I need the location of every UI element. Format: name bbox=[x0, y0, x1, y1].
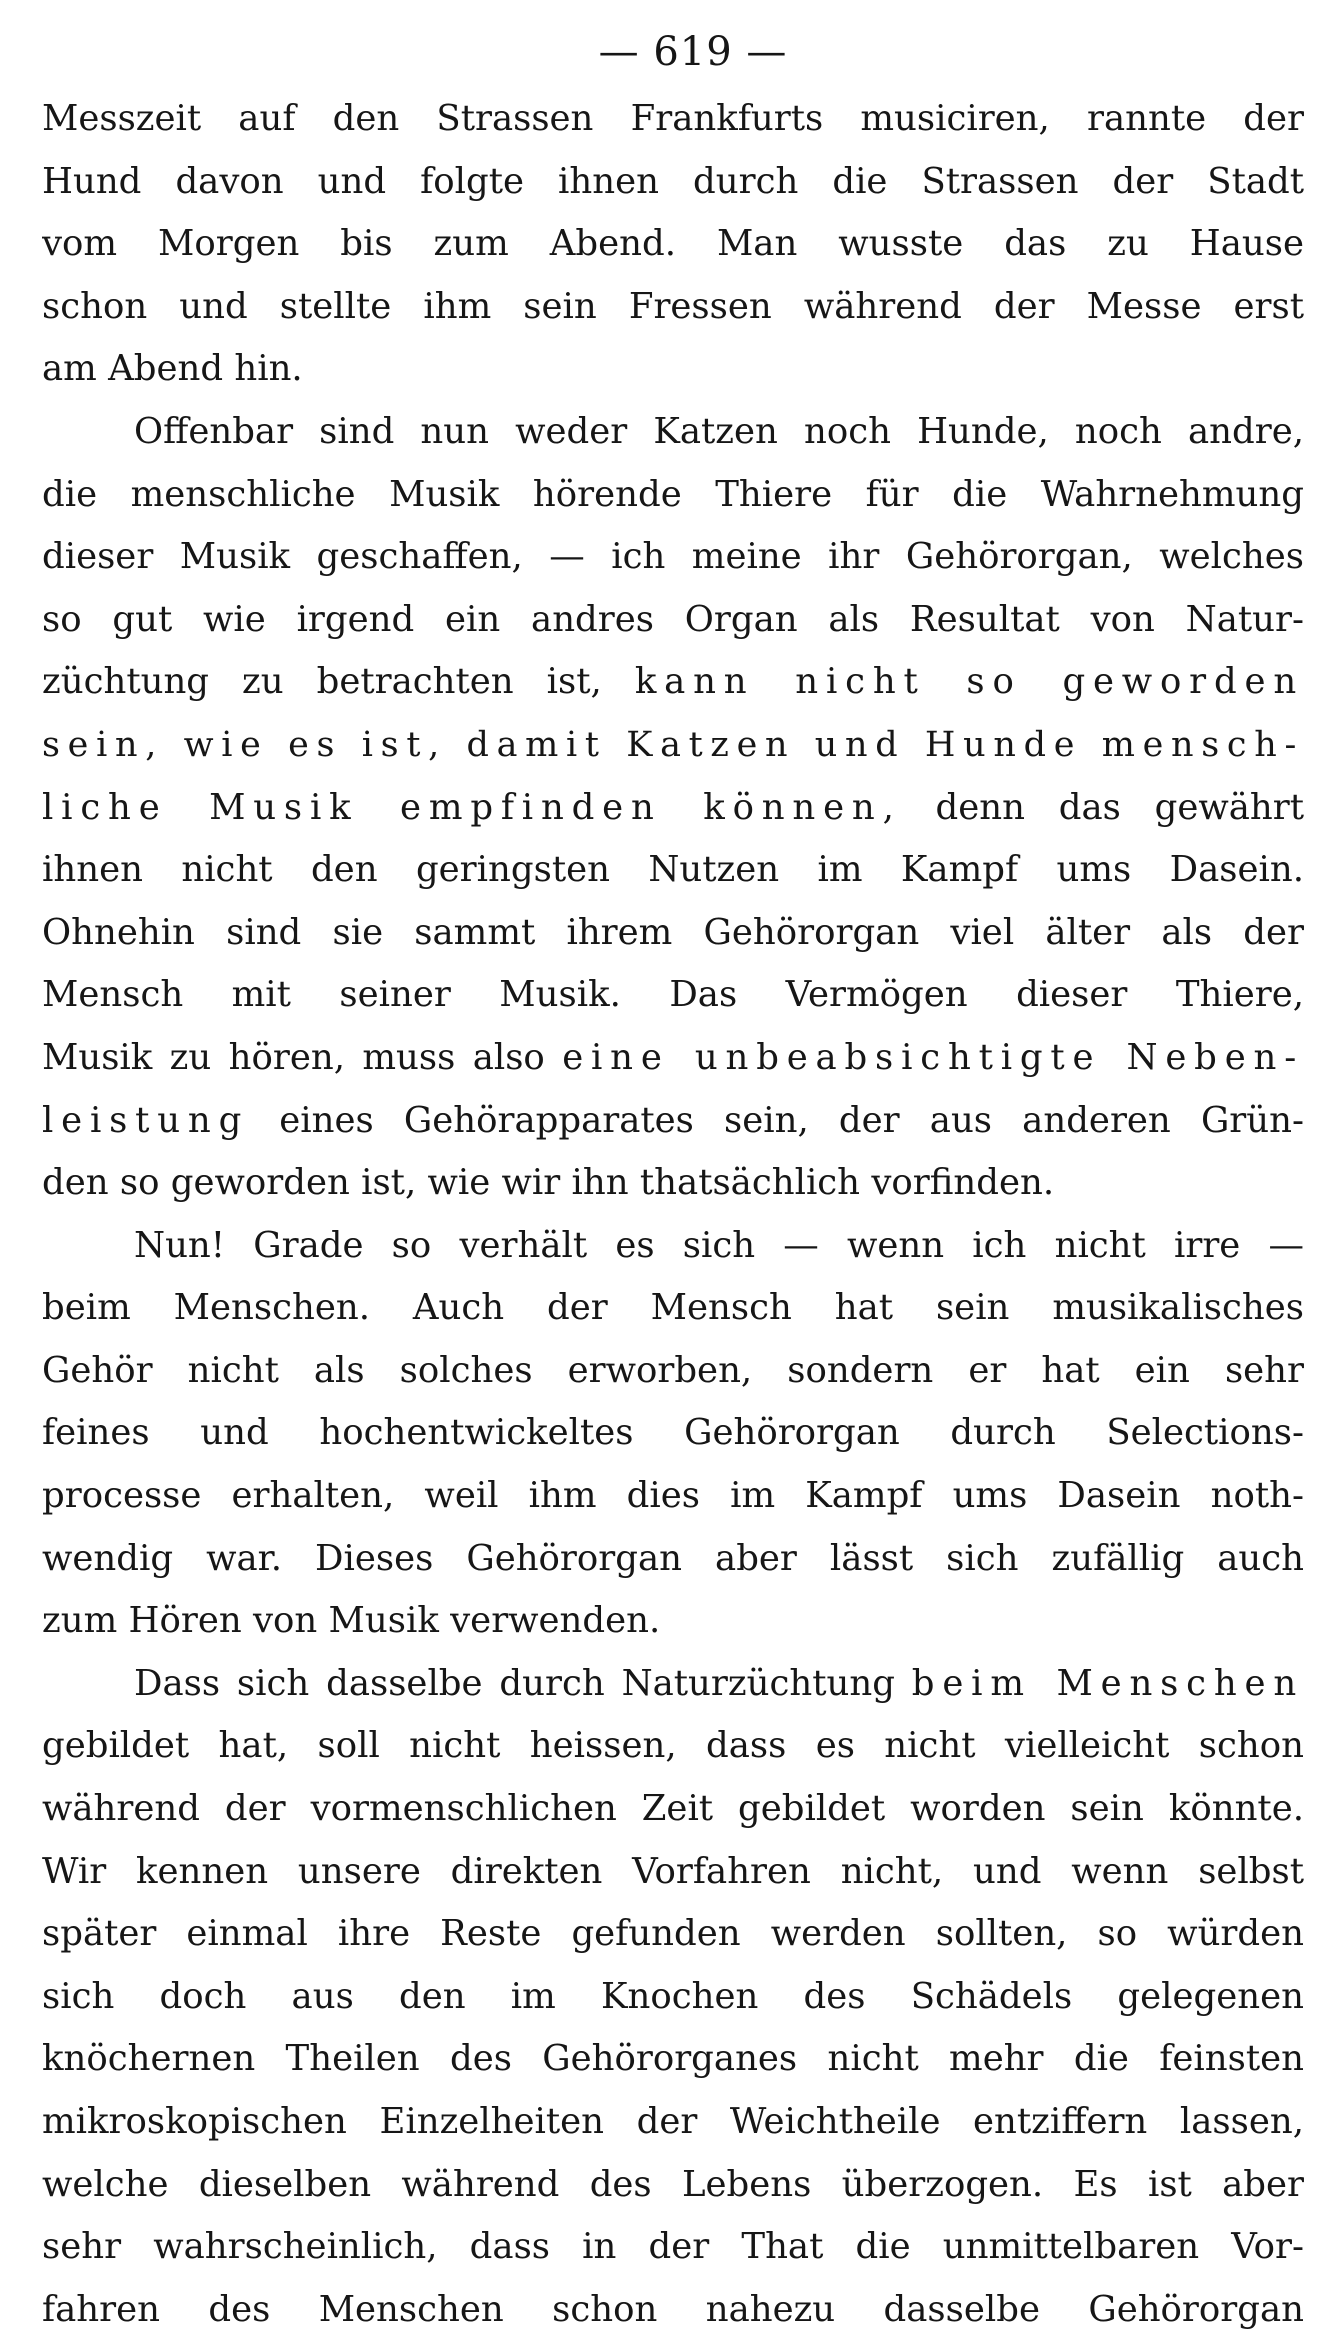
text-line bbox=[42, 902, 1304, 965]
paragraph bbox=[42, 88, 1304, 401]
paragraph bbox=[42, 401, 1304, 1215]
text-line bbox=[42, 589, 1304, 652]
line-text: später einmal ihre Reste gefunden werden sollten, so würden bbox=[42, 1913, 1304, 1955]
line-text: mikroskopischen Einzelheiten der Weichtheile entziffern lassen, bbox=[42, 2101, 1304, 2142]
line-text: beim Menschen. Auch der Mensch hat sein musikalisches bbox=[42, 1287, 1304, 1329]
emphasis-text: sein, wie es ist, damit Katzen und Hunde mensch- bbox=[42, 724, 1304, 765]
line-text: am Abend hin. bbox=[42, 348, 303, 390]
text-line bbox=[42, 839, 1304, 902]
line-text: processe erhalten, weil ihm dies im Kampf ums Dasein noth- bbox=[42, 1475, 1304, 1517]
text-line bbox=[42, 1027, 1304, 1090]
emphasis-text: leistung bbox=[42, 1099, 250, 1141]
body-text bbox=[42, 88, 1304, 2341]
text-line bbox=[42, 464, 1304, 527]
text-line bbox=[42, 714, 1304, 777]
line-text: sich doch aus den im Knochen des Schädels gelegenen bbox=[42, 1975, 1304, 2017]
text-line bbox=[42, 1090, 1304, 1153]
line-text: Musik zu hören, muss also bbox=[42, 1036, 563, 1078]
text-line bbox=[42, 1465, 1304, 1528]
line-text: den so geworden ist, wie wir ihn thatsächlich vorfinden. bbox=[42, 1162, 1055, 1204]
text-line bbox=[42, 1215, 1304, 1278]
text-line bbox=[42, 651, 1304, 714]
text-line bbox=[42, 1402, 1304, 1465]
emphasis-text: kann nicht so geworden bbox=[634, 661, 1304, 703]
text-line bbox=[42, 338, 1304, 401]
emphasis-text: eine unbeabsichtigte Neben- bbox=[562, 1036, 1304, 1078]
paragraph bbox=[42, 1653, 1304, 2341]
line-text: Offenbar sind nun weder Katzen noch Hunde, noch andre, bbox=[134, 410, 1304, 452]
text-line bbox=[42, 276, 1304, 339]
line-text: so gut wie irgend ein andres Organ als Resultat von Natur- bbox=[42, 598, 1304, 640]
line-text: gebildet hat, soll nicht heissen, dass es nicht vielleicht schon bbox=[42, 1725, 1304, 1767]
text-line bbox=[42, 1340, 1304, 1403]
line-text: eines Gehörapparates sein, der aus anderen Grün- bbox=[249, 1099, 1304, 1141]
text-line bbox=[42, 2154, 1304, 2217]
line-text: Nun! Grade so verhält es sich — wenn ich nicht irre — bbox=[134, 1224, 1304, 1266]
line-text: wendig war. Dieses Gehörorgan aber lässt sich zufällig auch bbox=[42, 1537, 1304, 1579]
text-line bbox=[42, 1841, 1304, 1904]
text-line bbox=[42, 2091, 1304, 2154]
line-text: schon und stellte ihm sein Fressen während der Messe erst bbox=[42, 285, 1304, 327]
line-text: züchtung zu betrachten ist, bbox=[42, 661, 635, 703]
line-text: welche dieselben während des Lebens überzogen. Es ist aber bbox=[42, 2163, 1304, 2205]
text-line bbox=[42, 1528, 1304, 1591]
text-line bbox=[42, 1590, 1304, 1653]
text-line bbox=[42, 1277, 1304, 1340]
text-line bbox=[42, 1715, 1304, 1778]
line-text: knöchernen Theilen des Gehörorganes nicht mehr die feinsten bbox=[42, 2038, 1304, 2080]
line-text: sehr wahrscheinlich, dass in der That die unmittelbaren Vor- bbox=[42, 2226, 1304, 2268]
text-line bbox=[42, 2216, 1304, 2279]
line-text: Gehör nicht als solches erworben, sondern er hat ein sehr bbox=[42, 1349, 1304, 1391]
line-text: Wir kennen unsere direkten Vorfahren nicht, und wenn selbst bbox=[42, 1850, 1304, 1892]
line-text: Mensch mit seiner Musik. Das Vermögen dieser Thiere, bbox=[42, 974, 1304, 1016]
text-line bbox=[42, 88, 1304, 151]
line-text: vom Morgen bis zum Abend. Man wusste das zu Hause bbox=[42, 223, 1304, 265]
line-text: Messzeit auf den Strassen Frankfurts musiciren, rannte der bbox=[42, 98, 1304, 139]
line-text: Hund davon und folgte ihnen durch die Strassen der Stadt bbox=[42, 160, 1304, 202]
text-line bbox=[42, 526, 1304, 589]
line-text: während der vormenschlichen Zeit gebildet worden sein könnte. bbox=[42, 1788, 1304, 1830]
line-text: ihnen nicht den geringsten Nutzen im Kampf ums Dasein. bbox=[42, 849, 1304, 891]
line-text: Ohnehin sind sie sammt ihrem Gehörorgan viel älter als der bbox=[42, 911, 1304, 953]
text-line bbox=[42, 1966, 1304, 2029]
line-text: zum Hören von Musik verwenden. bbox=[42, 1600, 661, 1642]
text-line bbox=[42, 777, 1304, 840]
text-line bbox=[42, 151, 1304, 214]
text-line bbox=[42, 1778, 1304, 1841]
line-text: Dass sich dasselbe durch Naturzüchtung bbox=[134, 1662, 912, 1704]
text-line bbox=[42, 401, 1304, 464]
text-line bbox=[42, 213, 1304, 276]
paragraph bbox=[42, 1215, 1304, 1653]
line-text: denn das gewährt bbox=[901, 786, 1304, 828]
line-text: feines und hochentwickeltes Gehörorgan durch Selections- bbox=[42, 1412, 1304, 1454]
page-number: — 619 — bbox=[598, 29, 788, 75]
text-line bbox=[42, 1152, 1304, 1215]
document-page bbox=[42, 22, 1304, 2341]
text-line bbox=[42, 2279, 1304, 2341]
text-line bbox=[42, 2028, 1304, 2091]
line-text: fahren des Menschen schon nahezu dasselbe Gehörorgan bbox=[42, 2288, 1304, 2330]
text-line bbox=[42, 1653, 1304, 1716]
text-line bbox=[42, 964, 1304, 1027]
line-text: die menschliche Musik hörende Thiere für die Wahrnehmung bbox=[42, 473, 1304, 515]
emphasis-text: liche Musik empfinden können, bbox=[42, 786, 902, 828]
line-text: dieser Musik geschaffen, — ich meine ihr Gehörorgan, welches bbox=[42, 536, 1304, 578]
text-line bbox=[42, 1903, 1304, 1966]
emphasis-text: beim Menschen bbox=[911, 1662, 1304, 1704]
